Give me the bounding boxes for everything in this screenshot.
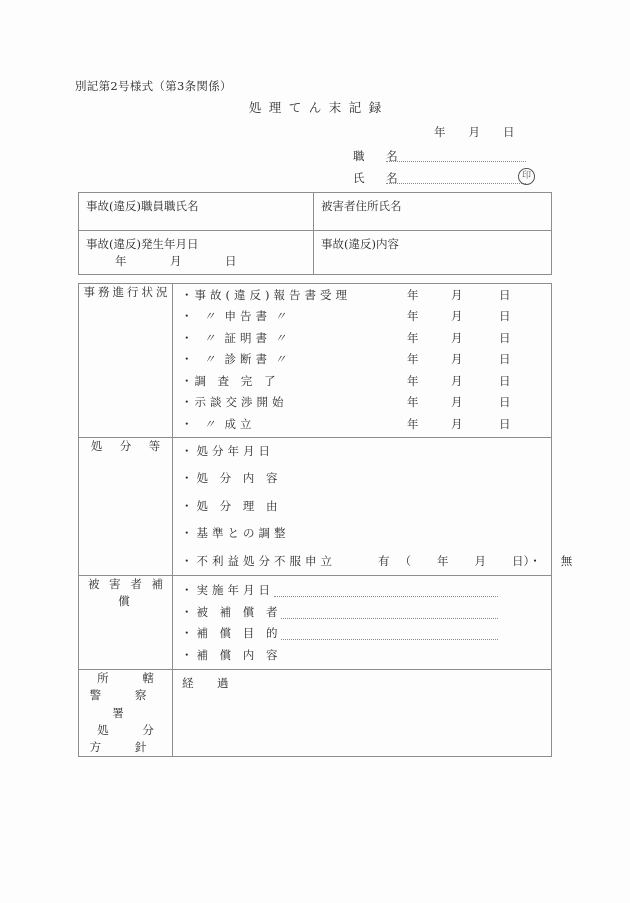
objection-paren-close: ）	[523, 553, 530, 568]
disposition-row[interactable]	[173, 438, 551, 465]
progress-year-label[interactable]: 年	[407, 373, 419, 388]
compensation-row[interactable]	[173, 580, 551, 602]
compensation-row-input[interactable]	[281, 606, 498, 619]
job-title-input[interactable]	[386, 150, 526, 162]
objection-label: ・不利益処分不服申立	[181, 553, 336, 568]
table-row	[79, 193, 552, 231]
progress-item-label: ・ 示談交渉開始	[181, 395, 288, 410]
progress-row	[173, 284, 551, 306]
victim-name-cell[interactable]	[314, 193, 552, 231]
progress-year-label[interactable]: 年	[407, 395, 419, 410]
progress-year-label[interactable]: 年	[407, 352, 419, 367]
progress-row	[173, 392, 551, 414]
name-input[interactable]	[386, 172, 526, 184]
progress-day-label[interactable]: 日	[499, 352, 511, 367]
progress-day-label[interactable]: 日	[499, 287, 511, 302]
objection-no[interactable]: 無	[560, 553, 573, 568]
main-table	[78, 283, 573, 757]
objection-year: 年	[437, 553, 449, 568]
incident-content-cell[interactable]	[314, 231, 552, 275]
disposition-section-label: 処 分 等	[90, 439, 164, 453]
progress-month-label[interactable]: 月	[451, 309, 463, 324]
objection-yes[interactable]: 有	[378, 553, 390, 568]
job-title-label: 職 名	[353, 149, 407, 163]
progress-month-label[interactable]: 月	[451, 352, 463, 367]
seal-icon: 印	[518, 168, 535, 185]
progress-day-label[interactable]: 日	[499, 416, 511, 431]
progress-item-label: ・ 〃 申告書 〃	[181, 309, 287, 324]
victim-name-label: 被害者住所氏名	[321, 199, 402, 213]
incident-content-label: 事故(違反)内容	[321, 237, 399, 251]
progress-year-label[interactable]: 年	[407, 416, 419, 431]
objection-row[interactable]	[173, 548, 573, 575]
progress-row	[173, 306, 551, 328]
progress-section-body	[173, 284, 552, 438]
officer-name-cell[interactable]	[79, 193, 314, 231]
progress-month-label[interactable]: 月	[451, 373, 463, 388]
form-code: 別記第2号様式（第3条関係）	[75, 79, 232, 93]
progress-row	[173, 327, 551, 349]
incident-date-sub: 年 月 日	[115, 253, 253, 268]
compensation-row-input[interactable]	[281, 627, 498, 640]
disposition-row-label: ・基準との調整	[181, 526, 290, 541]
police-section-label-cell	[79, 670, 173, 757]
name-label: 氏 名	[353, 171, 407, 185]
progress-row	[173, 413, 551, 435]
compensation-row-label: ・補 償 内 容	[181, 647, 282, 662]
progress-row	[173, 370, 551, 392]
table-row-compensation	[79, 576, 552, 670]
progress-month-label[interactable]: 月	[451, 416, 463, 431]
disposition-section-label-cell	[79, 438, 173, 576]
table-row	[79, 231, 552, 275]
objection-day: 日	[512, 553, 524, 568]
progress-year-label[interactable]: 年	[407, 330, 419, 345]
objection-paren-open: （	[399, 553, 411, 568]
progress-item-label: ・ 事故(違反)報告書受理	[181, 287, 351, 302]
progress-day-label[interactable]: 日	[499, 395, 511, 410]
progress-day-label[interactable]: 日	[499, 309, 511, 324]
incident-date-title: 事故(違反)発生年月日	[86, 237, 199, 251]
compensation-row[interactable]	[173, 602, 551, 624]
disposition-section-body	[173, 438, 573, 576]
police-section-label-line1: 所 轄 警 察 署	[89, 671, 169, 720]
disposition-row[interactable]	[173, 465, 551, 492]
job-title-field-row	[352, 148, 526, 164]
incident-date-cell[interactable]	[79, 231, 314, 275]
progress-month-label[interactable]: 月	[451, 395, 463, 410]
disposition-row[interactable]	[173, 520, 551, 547]
header-table	[78, 192, 552, 275]
police-section-body[interactable]	[173, 670, 552, 757]
progress-item-label: ・ 〃 診断書 〃	[181, 352, 287, 367]
disposition-row-label: ・処分年月日	[181, 444, 274, 458]
objection-month: 月	[474, 553, 486, 568]
compensation-row-label: ・実施年月日	[181, 583, 274, 597]
compensation-row-input[interactable]	[274, 584, 498, 597]
table-row-police	[79, 670, 552, 757]
progress-month-label[interactable]: 月	[451, 287, 463, 302]
disposition-row-label: ・処 分 理 由	[181, 498, 282, 513]
compensation-section-body	[173, 576, 552, 670]
objection-separator: ・	[529, 553, 541, 568]
document-date-line	[434, 124, 515, 140]
progress-item-label: ・ 調 査 完 了	[181, 373, 280, 388]
name-field-row	[352, 170, 526, 186]
police-section-label-line2: 処 分 方 針	[89, 722, 169, 754]
progress-item-label: ・ 〃 成立	[181, 416, 256, 431]
date-month-label: 月	[468, 125, 480, 139]
incident-date-label	[79, 231, 313, 274]
progress-section-label-cell	[79, 284, 173, 438]
progress-section-label: 事務進行状況	[83, 285, 171, 299]
date-year-label: 年	[434, 125, 446, 139]
disposition-row-label: ・処 分 内 容	[181, 471, 282, 486]
table-row-progress	[79, 284, 552, 438]
compensation-section-label-cell	[79, 576, 173, 670]
compensation-row-label: ・被 補 償 者	[181, 604, 282, 619]
compensation-section-label: 被 害 者 補 償	[88, 577, 166, 609]
progress-year-label[interactable]: 年	[407, 287, 419, 302]
compensation-row[interactable]	[173, 645, 551, 667]
compensation-row-label: ・補 償 目 的	[181, 626, 282, 640]
progress-rows	[173, 284, 551, 435]
date-day-label: 日	[503, 125, 515, 139]
progress-item-label: ・ 〃 証明書 〃	[181, 330, 287, 345]
progress-row	[173, 349, 551, 371]
progress-year-label[interactable]: 年	[407, 309, 419, 324]
progress-day-label[interactable]: 日	[499, 330, 511, 345]
compensation-row[interactable]	[173, 623, 551, 645]
progress-month-label[interactable]: 月	[451, 330, 463, 345]
page-title: 処理てん末記録	[248, 100, 389, 115]
officer-name-label: 事故(違反)職員職氏名	[86, 199, 199, 213]
progress-day-label[interactable]: 日	[499, 373, 511, 388]
disposition-row[interactable]	[173, 493, 551, 520]
police-content-label: 経 過	[182, 676, 235, 690]
table-row-disposition	[79, 438, 552, 576]
